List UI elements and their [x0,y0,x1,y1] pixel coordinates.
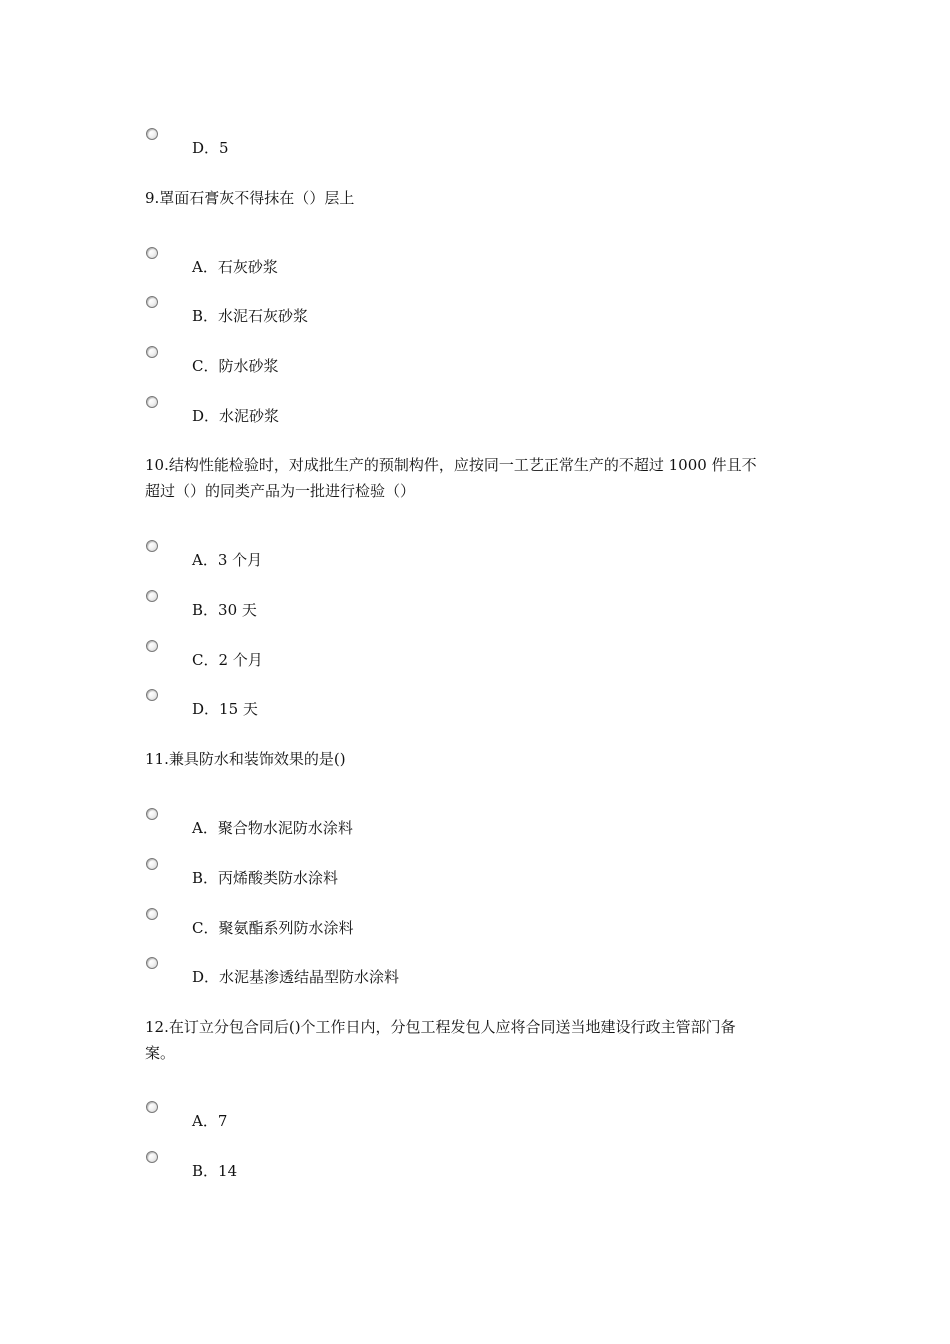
radio-q10-d[interactable] [146,689,158,701]
option-q10-a-label: A．3 个月 [192,551,263,569]
question-10-text-line1: 10.结构性能检验时，对成批生产的预制构件，应按同一工艺正常生产的不超过 1000 件且不 [145,456,757,474]
option-q12-a-label: A．7 [192,1112,228,1130]
option-q10-d-label: D．15 天 [192,700,258,718]
radio-q11-a[interactable] [146,808,158,820]
question-12-text-line2: 案。 [145,1044,176,1062]
option-q11-d-label: D．水泥基渗透结晶型防水涂料 [192,968,400,986]
radio-option-prev-d[interactable] [146,128,158,140]
question-11-text: 11.兼具防水和装饰效果的是() [145,750,346,768]
radio-q9-b[interactable] [146,296,158,308]
radio-q12-b[interactable] [146,1151,158,1163]
radio-q10-a[interactable] [146,540,158,552]
radio-q11-c[interactable] [146,908,158,920]
radio-q9-d[interactable] [146,396,158,408]
radio-q10-b[interactable] [146,590,158,602]
radio-q11-d[interactable] [146,957,158,969]
radio-q9-c[interactable] [146,346,158,358]
radio-q10-c[interactable] [146,640,158,652]
option-q11-b-label: B．丙烯酸类防水涂料 [192,869,339,887]
option-q11-c-label: C．聚氨酯系列防水涂料 [192,919,354,937]
option-q11-a-label: A．聚合物水泥防水涂料 [192,819,353,837]
option-q9-a-label: A．石灰砂浆 [192,258,278,276]
option-q10-c-label: C．2 个月 [192,651,263,669]
option-q9-b-label: B．水泥石灰砂浆 [192,307,309,325]
question-12-text-line1: 12.在订立分包合同后()个工作日内，分包工程发包人应将合同送当地建设行政主管部门备 [145,1018,736,1036]
question-9-text: 9.罩面石膏灰不得抹在（）层上 [145,189,355,207]
option-q10-b-label: B．30 天 [192,601,257,619]
question-10-text-line2: 超过（）的同类产品为一批进行检验（） [145,482,416,500]
radio-q11-b[interactable] [146,858,158,870]
option-q12-b-label: B．14 [192,1162,238,1180]
option-q9-c-label: C．防水砂浆 [192,357,279,375]
radio-q9-a[interactable] [146,247,158,259]
radio-q12-a[interactable] [146,1101,158,1113]
option-prev-d-label: D．5 [192,139,229,157]
option-q9-d-label: D．水泥砂浆 [192,407,280,425]
